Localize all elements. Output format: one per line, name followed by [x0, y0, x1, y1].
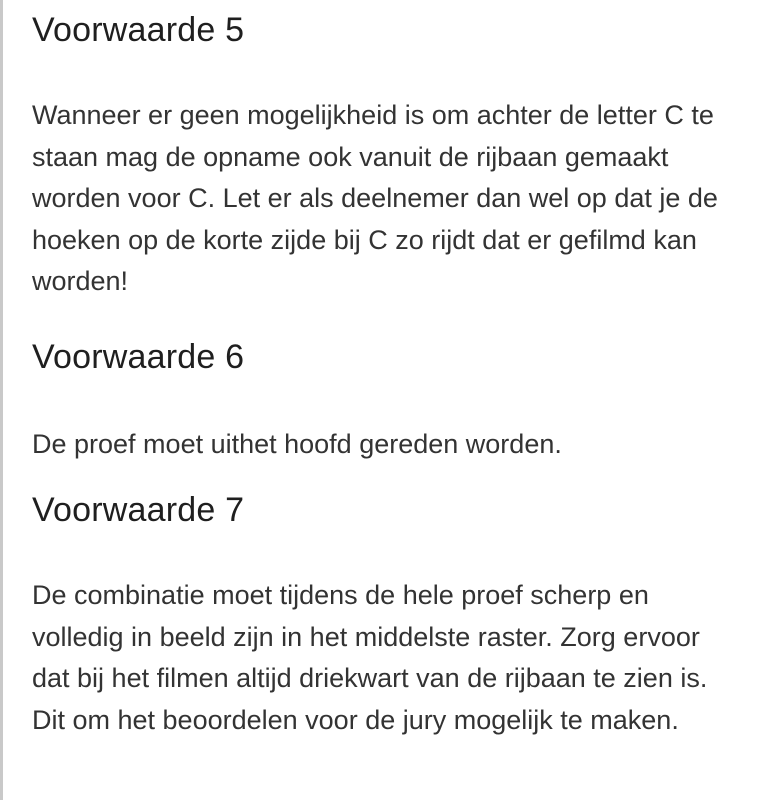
left-border-line — [0, 0, 3, 800]
section-body-voorwaarde-5: Wanneer er geen mogelijkheid is om achter de letter C te staan mag de opname ook vanuit de rijbaan gemaakt worden voor C. Let er als deelnemer dan wel op dat je de hoeken op de korte zijde bij C zo rijdt dat er gefilmd kan worden! — [32, 100, 718, 296]
section-title-voorwaarde-5: Voorwaarde 5 — [32, 11, 245, 49]
section-body-voorwaarde-6: De proef moet uithet hoofd gereden worden. — [32, 429, 562, 459]
section-body-voorwaarde-7: De combinatie moet tijdens de hele proef scherp en volledig in beeld zijn in het middelste raster. Zorg ervoor dat bij het filmen altijd driekwart van de rijbaan te zien is. Dit om het beoordelen voor de jury mogelijk te maken. — [32, 580, 708, 735]
section-title-voorwaarde-7: Voorwaarde 7 — [32, 491, 245, 529]
section-title-voorwaarde-6: Voorwaarde 6 — [32, 338, 245, 376]
